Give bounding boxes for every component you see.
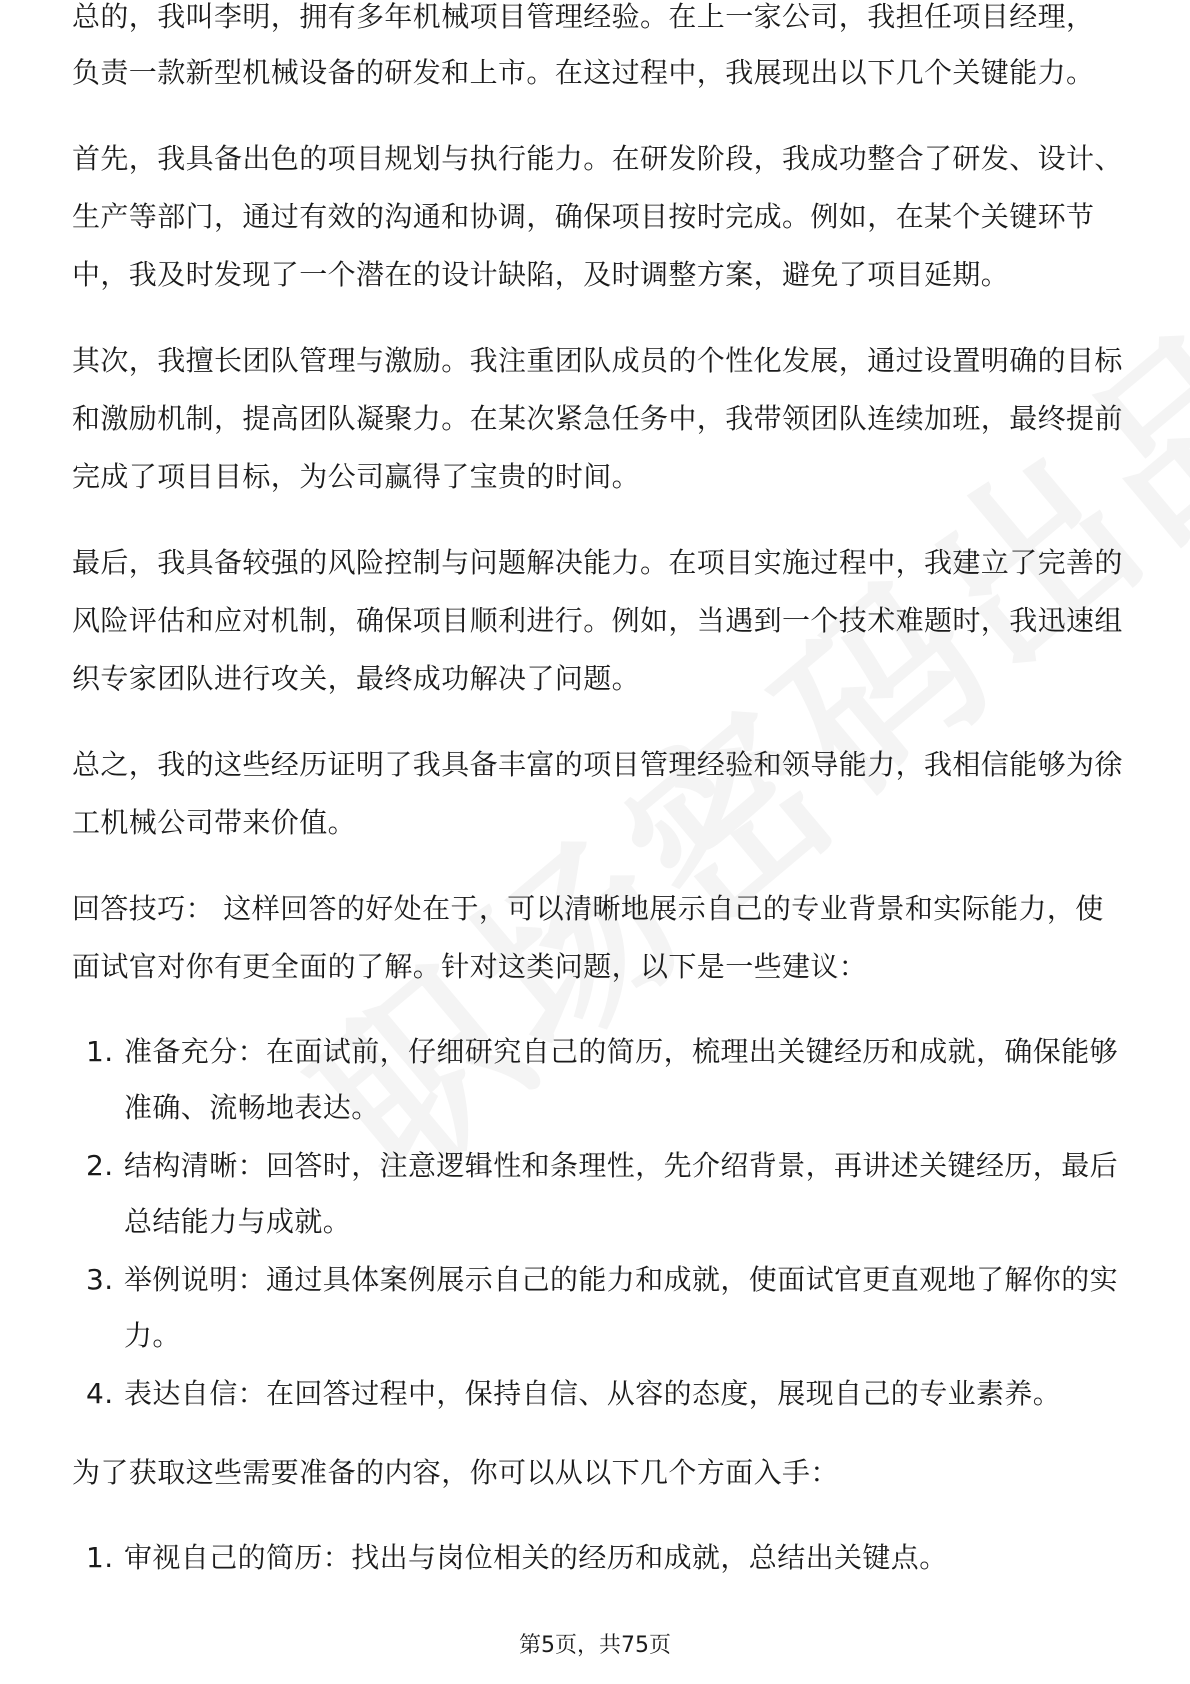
list-text: 举例说明：通过具体案例展示自己的能力和成就，使面试官更直观地了解你的实力。 — [124, 1263, 1119, 1352]
document-body — [72, 0, 1132, 1608]
paragraph-intro: 负责一款新型机械设备的研发和上市。在这过程中，我展现出以下几个关键能力。 — [72, 56, 1095, 89]
list-item — [72, 1366, 1132, 1422]
page-number: 第5页，共75页 — [519, 1633, 671, 1658]
sources-list — [72, 1530, 1132, 1586]
list-number: 3. — [86, 1263, 114, 1296]
list-item — [72, 1024, 1132, 1136]
paragraph-second: 其次，我擅长团队管理与激励。我注重团队成员的个性化发展，通过设置明确的目标和激励机制，提高团队凝聚力。在某次紧急任务中，我带领团队连续加班，最终提前完成了项目目标，为公司赢得了宝贵的时间。 — [72, 344, 1123, 493]
list-number: 4. — [86, 1377, 114, 1410]
list-text: 准备充分：在面试前，仔细研究自己的简历，梳理出关键经历和成就，确保能够准确、流畅地表达。 — [124, 1035, 1119, 1124]
list-number: 1. — [86, 1541, 114, 1574]
paragraph-answer-tips: 回答技巧： 这样回答的好处在于，可以清晰地展示自己的专业背景和实际能力，使面试官对你有更全面的了解。针对这类问题，以下是一些建议： — [72, 892, 1104, 983]
list-number: 1. — [86, 1035, 114, 1068]
paragraph-first: 首先，我具备出色的项目规划与执行能力。在研发阶段，我成功整合了研发、设计、生产等部门，通过有效的沟通和协调，确保项目按时完成。例如，在某个关键环节中，我及时发现了一个潜在的设计缺陷，及时调整方案，避免了项目延期。 — [72, 142, 1123, 291]
list-text: 结构清晰：回答时，注意逻辑性和条理性，先介绍背景，再讲述关键经历，最后总结能力与成就。 — [124, 1149, 1119, 1238]
paragraph-intro-cut: 总的，我叫李明，拥有多年机械项目管理经验。在上一家公司，我担任项目经理， — [72, 0, 1095, 33]
tips-list — [72, 1024, 1132, 1422]
list-number: 2. — [86, 1149, 114, 1182]
list-item — [72, 1252, 1132, 1364]
paragraph-preparation: 为了获取这些需要准备的内容，你可以从以下几个方面入手： — [72, 1456, 839, 1489]
paragraph-last: 最后，我具备较强的风险控制与问题解决能力。在项目实施过程中，我建立了完善的风险评估和应对机制，确保项目顺利进行。例如，当遇到一个技术难题时，我迅速组织专家团队进行攻关，最终成功解决了问题。 — [72, 546, 1123, 695]
list-item — [72, 1138, 1132, 1250]
paragraph-conclusion: 总之，我的这些经历证明了我具备丰富的项目管理经验和领导能力，我相信能够为徐工机械公司带来价值。 — [72, 748, 1123, 839]
list-text: 审视自己的简历：找出与岗位相关的经历和成就，总结出关键点。 — [124, 1541, 948, 1574]
list-text: 表达自信：在回答过程中，保持自信、从容的态度，展现自己的专业素养。 — [124, 1377, 1062, 1410]
list-item — [72, 1530, 1132, 1586]
